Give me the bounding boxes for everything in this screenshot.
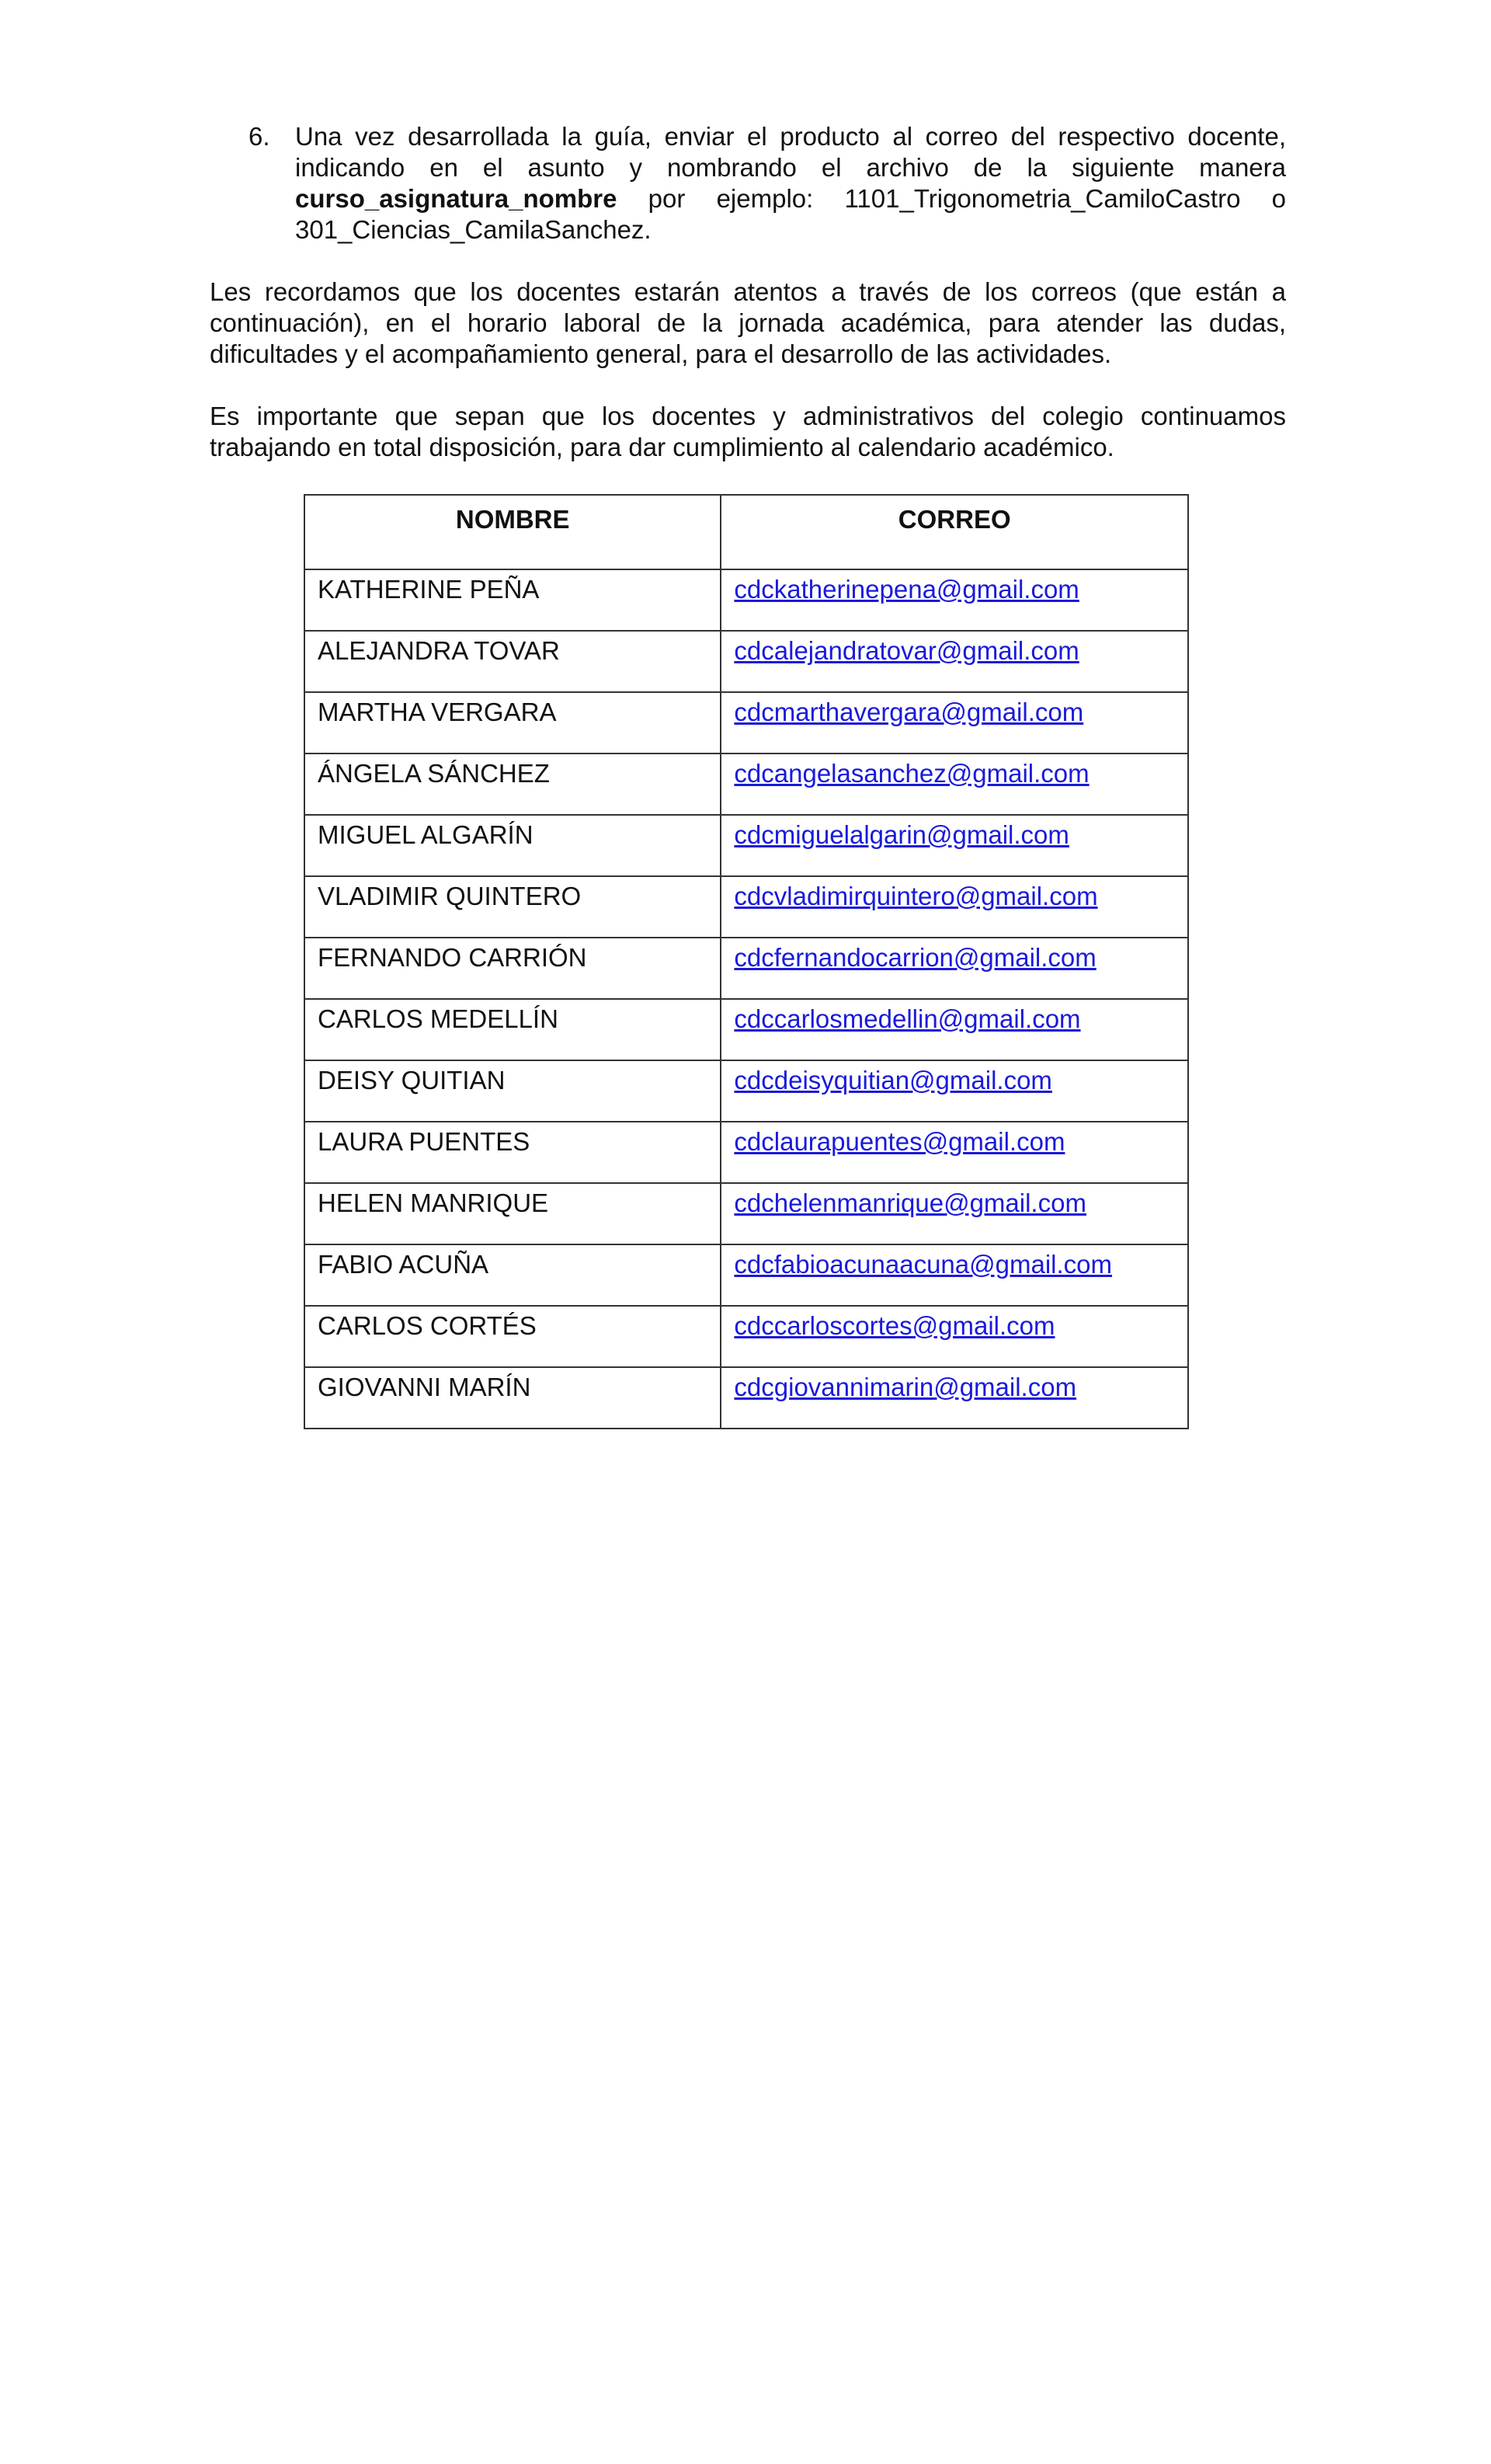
- email-link[interactable]: cdcalejandratovar@gmail.com: [734, 636, 1079, 665]
- file-name-format: curso_asignatura_nombre: [295, 184, 617, 213]
- teacher-name-cell: LAURA PUENTES: [304, 1122, 721, 1183]
- email-link[interactable]: cdcdeisyquitian@gmail.com: [734, 1066, 1052, 1095]
- teacher-name-cell: ÁNGELA SÁNCHEZ: [304, 753, 721, 815]
- teacher-email-cell: [721, 876, 1188, 938]
- list-item-6: [210, 121, 1286, 245]
- teacher-name-cell: MARTHA VERGARA: [304, 692, 721, 753]
- teacher-email-cell: [721, 753, 1188, 815]
- paragraph-reminder: Les recordamos que los docentes estarán atentos a través de los correos (que están a continuación), en el horario laboral de la jornada académica, para atender las dudas, dificultades y el acompañamiento general, para el desarrollo de las actividades.: [210, 277, 1286, 368]
- table-row: [304, 1183, 1188, 1244]
- table-body: [304, 569, 1188, 1429]
- teacher-email-cell: [721, 1244, 1188, 1306]
- table-row: [304, 753, 1188, 815]
- email-link[interactable]: cdchelenmanrique@gmail.com: [734, 1188, 1086, 1217]
- table-row: [304, 1244, 1188, 1306]
- table-row: [304, 876, 1188, 938]
- email-link[interactable]: cdclaurapuentes@gmail.com: [734, 1127, 1065, 1156]
- email-link[interactable]: cdcmiguelalgarin@gmail.com: [734, 820, 1069, 849]
- table-row: [304, 1367, 1188, 1429]
- list-item-text: [295, 121, 1286, 245]
- teacher-name-cell: VLADIMIR QUINTERO: [304, 876, 721, 938]
- teacher-name-cell: FERNANDO CARRIÓN: [304, 938, 721, 999]
- teacher-name-cell: CARLOS MEDELLÍN: [304, 999, 721, 1060]
- teacher-email-cell: [721, 1367, 1188, 1429]
- email-link[interactable]: cdcangelasanchez@gmail.com: [734, 759, 1090, 788]
- list-item-number: 6.: [248, 122, 270, 151]
- teacher-name-cell: CARLOS CORTÉS: [304, 1306, 721, 1367]
- table-row: [304, 815, 1188, 876]
- paragraph-availability: Es importante que sepan que los docentes y administrativos del colegio continuamos trabajando en total disposición, para dar cumplimiento al calendario académico.: [210, 402, 1286, 461]
- table-row: [304, 631, 1188, 692]
- teacher-email-cell: [721, 1306, 1188, 1367]
- email-link[interactable]: cdcmarthavergara@gmail.com: [734, 698, 1084, 726]
- table-row: [304, 569, 1188, 631]
- email-link[interactable]: cdcvladimirquintero@gmail.com: [734, 882, 1098, 910]
- teacher-name-cell: MIGUEL ALGARÍN: [304, 815, 721, 876]
- teacher-email-cell: [721, 1060, 1188, 1122]
- teacher-email-cell: [721, 815, 1188, 876]
- teacher-email-cell: [721, 1122, 1188, 1183]
- teacher-name-cell: GIOVANNI MARÍN: [304, 1367, 721, 1429]
- table-row: [304, 1060, 1188, 1122]
- teacher-email-cell: [721, 1183, 1188, 1244]
- email-link[interactable]: cdcfernandocarrion@gmail.com: [734, 943, 1097, 972]
- table-row: [304, 692, 1188, 753]
- teacher-email-cell: [721, 938, 1188, 999]
- teacher-email-cell: [721, 569, 1188, 631]
- email-link[interactable]: cdcgiovannimarin@gmail.com: [734, 1373, 1077, 1401]
- email-link[interactable]: cdccarloscortes@gmail.com: [734, 1311, 1055, 1340]
- teacher-email-cell: [721, 631, 1188, 692]
- table-row: [304, 938, 1188, 999]
- teacher-name-cell: HELEN MANRIQUE: [304, 1183, 721, 1244]
- teacher-name-cell: KATHERINE PEÑA: [304, 569, 721, 631]
- header-name: NOMBRE: [304, 495, 721, 569]
- teacher-contacts-table: [304, 494, 1189, 1429]
- instruction-text-start: Una vez desarrollada la guía, enviar el producto al correo del respectivo docente, indicando en el asunto y nombrando el archivo de la siguiente manera: [295, 122, 1286, 182]
- email-link[interactable]: cdckatherinepena@gmail.com: [734, 575, 1079, 604]
- email-link[interactable]: cdcfabioacunaacuna@gmail.com: [734, 1250, 1113, 1279]
- instruction-text-end: por ejemplo: 1101_Trigonometria_CamiloCastro o 301_Ciencias_CamilaSanchez.: [295, 184, 1286, 244]
- teacher-email-cell: [721, 999, 1188, 1060]
- header-email: CORREO: [721, 495, 1188, 569]
- teacher-email-cell: [721, 692, 1188, 753]
- table-header-row: [304, 495, 1188, 569]
- teacher-name-cell: FABIO ACUÑA: [304, 1244, 721, 1306]
- table-row: [304, 1122, 1188, 1183]
- table-row: [304, 1306, 1188, 1367]
- teacher-name-cell: ALEJANDRA TOVAR: [304, 631, 721, 692]
- email-link[interactable]: cdccarlosmedellin@gmail.com: [734, 1004, 1081, 1033]
- table-row: [304, 999, 1188, 1060]
- teacher-name-cell: DEISY QUITIAN: [304, 1060, 721, 1122]
